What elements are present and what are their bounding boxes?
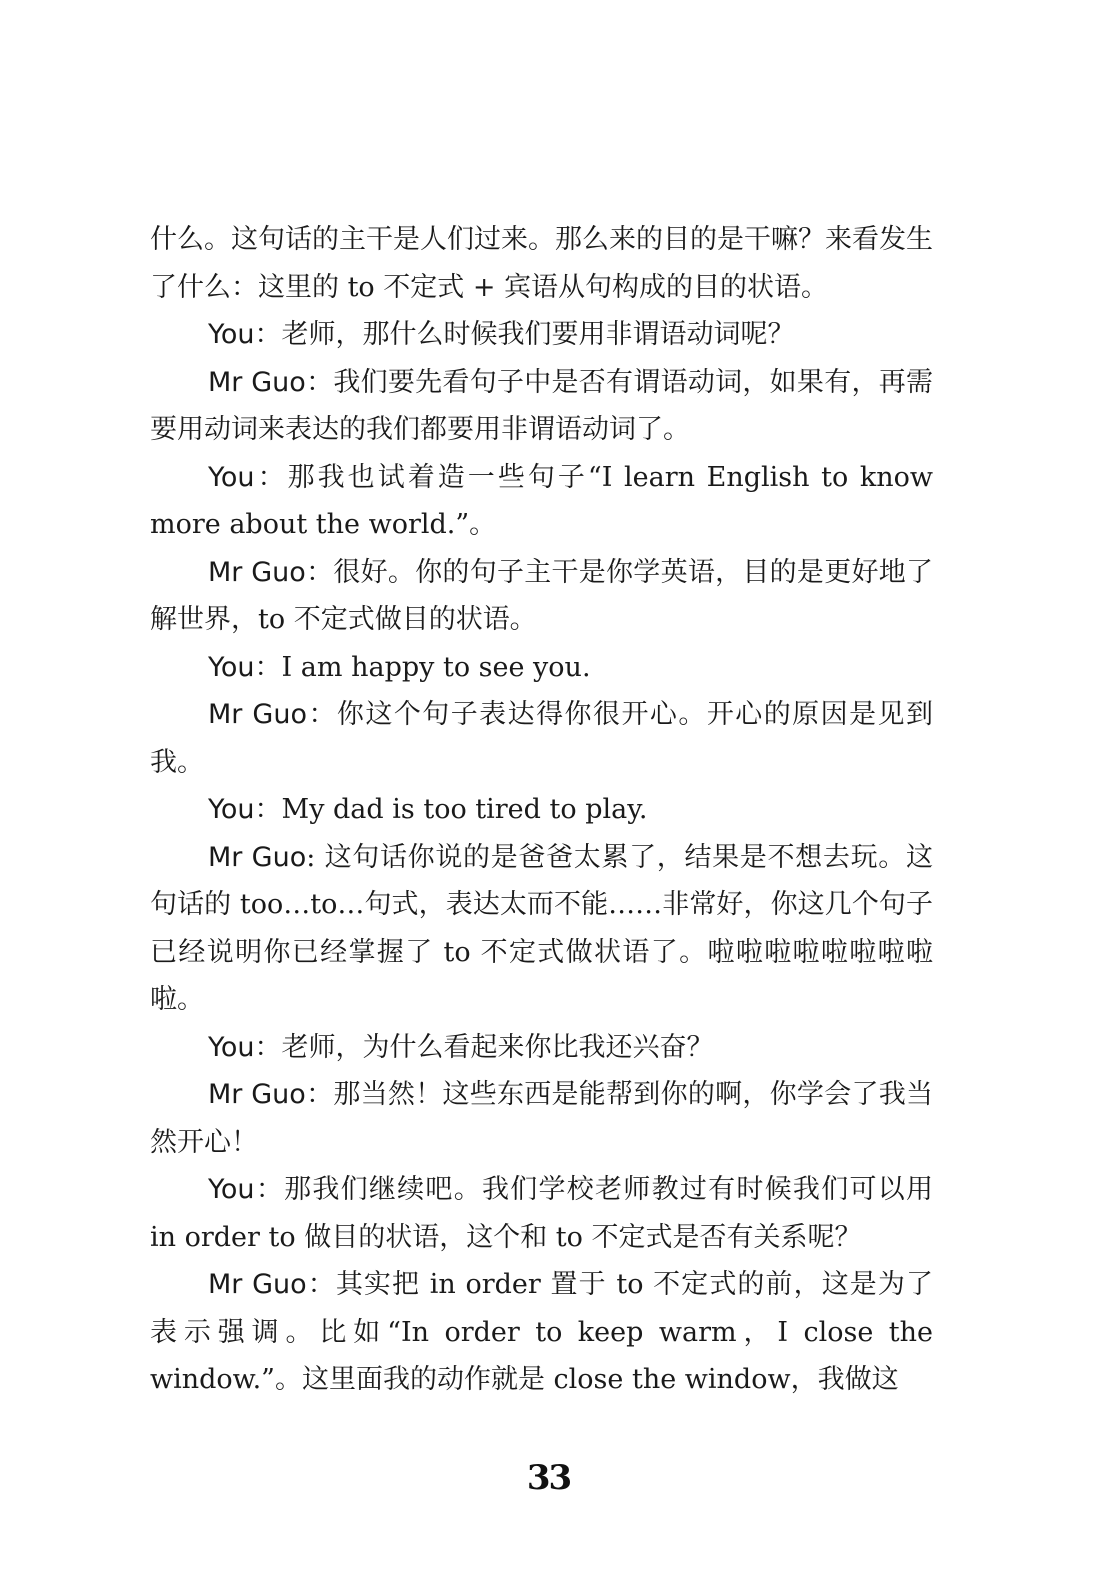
page-body — [150, 216, 933, 1404]
speaker-name: Mr Guo — [208, 366, 306, 398]
paragraph-text: ：My dad is too tired to play. — [254, 794, 648, 825]
paragraph-text: ：那我们继续吧。我们学校老师教过有时候我们可以用 in order to 做目的状语，这个和 to 不定式是否有关系呢？ — [150, 1174, 933, 1253]
dialogue-paragraph — [150, 216, 933, 311]
paragraph-text: ：其实把 in order 置于 to 不定式的前，这是为了表示强调。比如“In order to keep warm，I close the window.”。这里面我的动作就是 close the window，我做这 — [150, 1269, 933, 1395]
speaker-name: Mr Guo — [208, 841, 307, 873]
paragraph-text: ：那我也试着造一些句子“I learn English to know more about the world.”。 — [150, 461, 933, 540]
speaker-name: You — [208, 461, 255, 493]
speaker-name: You — [208, 1174, 255, 1205]
paragraph-text: : 这句话你说的是爸爸太累了，结果是不想去玩。这句话的 too…to…句式，表达太而不能……非常好，你这几个句子已经说明你已经掌握了 to 不定式做状语了。啦啦啦啦啦啦啦啦啦。 — [150, 841, 933, 1015]
dialogue-paragraph — [150, 549, 933, 644]
speaker-name: You — [208, 651, 255, 683]
paragraph-text: 什么。这句话的主干是人们过来。那么来的目的是干嘛？来看发生了什么：这里的 to 不定式 + 宾语从句构成的目的状语。 — [150, 224, 933, 303]
speaker-name: You — [208, 1031, 255, 1063]
dialogue-paragraph — [150, 786, 933, 834]
speaker-name: Mr Guo — [208, 699, 307, 730]
dialogue-paragraph — [150, 359, 933, 454]
speaker-name: Mr Guo — [208, 1079, 306, 1110]
speaker-name: You — [208, 319, 255, 350]
dialogue-paragraph — [150, 1071, 933, 1166]
paragraph-text: ：你这个句子表达得你很开心。开心的原因是见到我。 — [150, 699, 933, 778]
dialogue-paragraph — [150, 1166, 933, 1261]
paragraph-text: ：很好。你的句子主干是你学英语，目的是更好地了解世界，to 不定式做目的状语。 — [150, 556, 933, 635]
paragraph-text: ：I am happy to see you. — [254, 651, 591, 683]
speaker-name: You — [208, 794, 255, 825]
page-number: 33 — [526, 1458, 571, 1498]
paragraph-text: ：老师，那什么时候我们要用非谓语动词呢？ — [254, 319, 795, 350]
dialogue-paragraph — [150, 454, 933, 549]
paragraph-text: ：那当然！这些东西是能帮到你的啊，你学会了我当然开心！ — [150, 1079, 933, 1158]
dialogue-paragraph — [150, 644, 933, 692]
speaker-name: Mr Guo — [208, 1269, 307, 1300]
dialogue-paragraph — [150, 1024, 933, 1072]
paragraph-text: ：老师，为什么看起来你比我还兴奋？ — [254, 1031, 714, 1063]
dialogue-paragraph — [150, 691, 933, 786]
dialogue-paragraph — [150, 834, 933, 1024]
dialogue-paragraph — [150, 1261, 933, 1404]
dialogue-paragraph — [150, 311, 933, 359]
paragraph-text: ：我们要先看句子中是否有谓语动词，如果有，再需要用动词来表达的我们都要用非谓语动词了。 — [150, 366, 933, 445]
speaker-name: Mr Guo — [208, 556, 306, 588]
